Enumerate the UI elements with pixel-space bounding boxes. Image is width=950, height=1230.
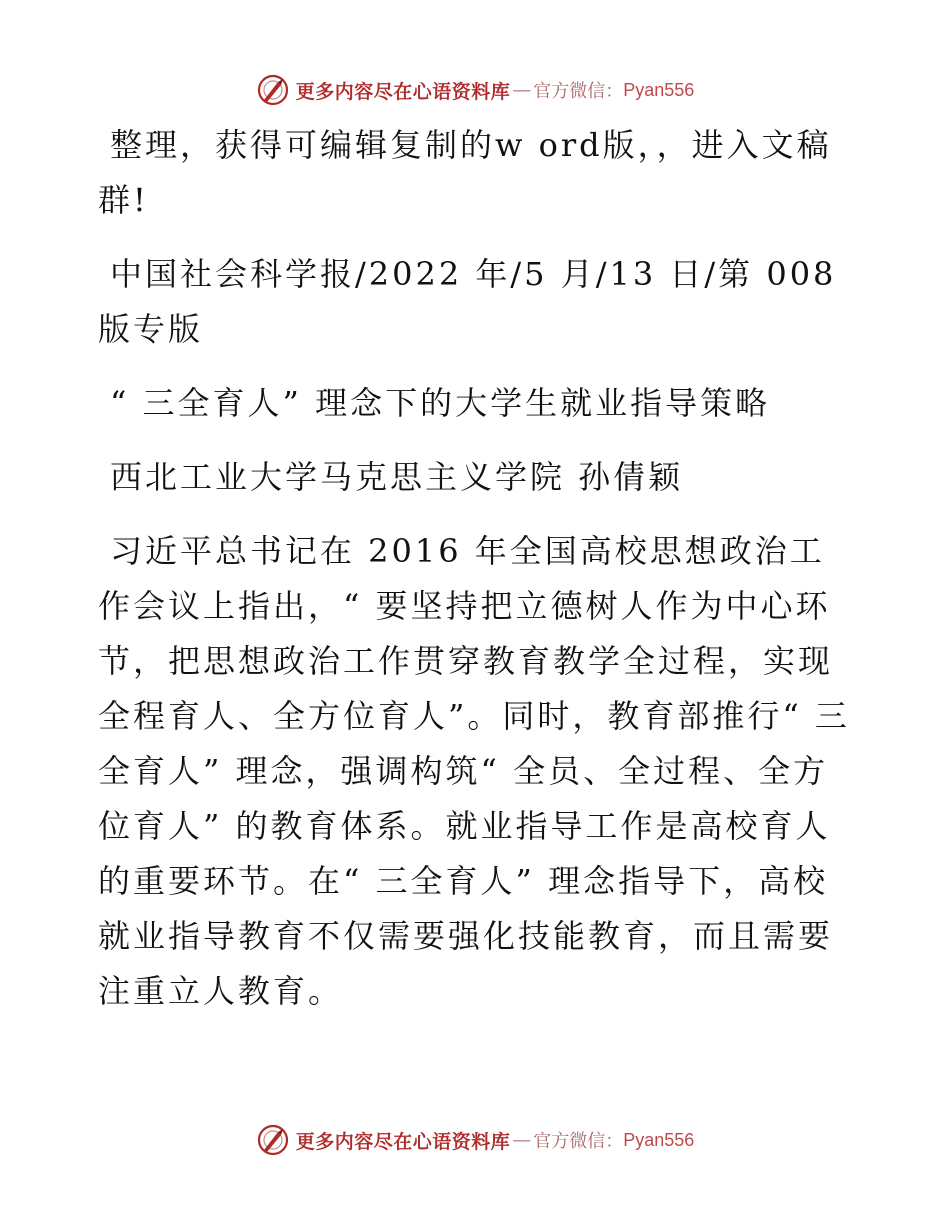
- intro-paragraph: 整理，获得可编辑复制的w ord版，，进入文稿群!: [98, 126, 832, 219]
- body-paragraph: 习近平总书记在 2016 年全国高校思想政治工作会议上指出，“ 要坚持把立德树人作为中心环节，把思想政治工作贯穿教育教学全过程，实现全程育人、全方位育人”。同时，教育部推行“ 三全育人” 理念，强调构筑“ 全员、全过程、全方位育人” 的教育体系。就业指导工作是高校育人的重要环节。在“ 三全育人” 理念指导下，高校就业指导教育不仅需要强化技能教育，而且需要注重立人教育。: [98, 532, 850, 1010]
- author-line: 西北工业大学马克思主义学院 孙倩颖: [110, 458, 684, 496]
- watermark-wechat-id: Pyan556: [623, 1129, 695, 1150]
- watermark-text: 更多内容尽在心语资料库: [295, 1130, 511, 1153]
- quill-logo-icon: [256, 73, 290, 107]
- header-watermark: [0, 68, 950, 112]
- watermark-separator: —: [512, 1129, 532, 1151]
- watermark-wechat-id: Pyan556: [623, 79, 695, 100]
- watermark-wechat-label: 官方微信：: [533, 1131, 624, 1152]
- watermark-separator: —: [512, 79, 532, 101]
- watermark-text: 更多内容尽在心语资料库: [295, 80, 511, 103]
- document-body: [98, 118, 850, 1019]
- footer-watermark: [0, 1118, 950, 1162]
- source-line: 中国社会科学报/2022 年/5 月/13 日/第 008 版专版: [98, 255, 837, 348]
- article-title: “ 三全育人” 理念下的大学生就业指导策略: [110, 384, 771, 422]
- watermark-wechat-label: 官方微信：: [533, 81, 624, 102]
- quill-logo-icon: [256, 1123, 290, 1157]
